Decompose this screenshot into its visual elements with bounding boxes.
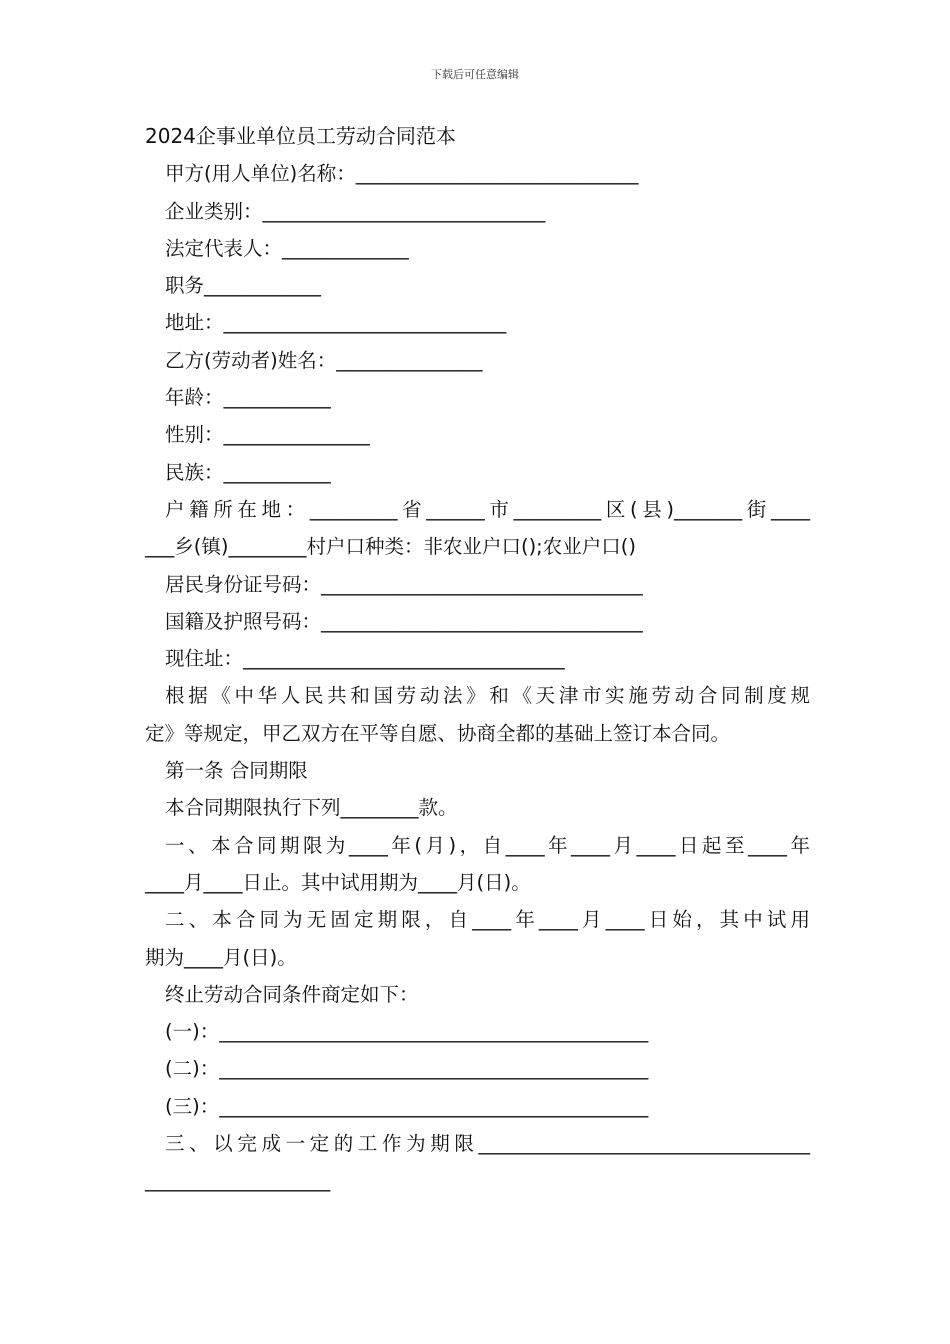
fixed-term-line-1: 一、本合同期限为____年(月)，自____年____月____日起至____年 <box>165 833 810 857</box>
open-term-line-2: 期为____月(日)。 <box>145 945 297 969</box>
ethnicity-line: 民族：___________ <box>165 460 331 484</box>
employee-name-line: 乙方(劳动者)姓名：_______________ <box>165 348 483 372</box>
termination-condition-3: (三)：____________________________________________ <box>165 1094 649 1118</box>
termination-condition-1: (一)：____________________________________________ <box>165 1020 649 1044</box>
page-header: 下载后可任意编辑 <box>431 68 519 81</box>
address-line: 地址：_____________________________ <box>165 311 507 335</box>
enterprise-type-line: 企业类别：_____________________________ <box>165 199 546 223</box>
document-title: 2024企事业单位员工劳动合同范本 <box>145 124 456 148</box>
document-body <box>145 118 810 1200</box>
position-line: 职务____________ <box>165 274 322 298</box>
legal-representative-line: 法定代表人：_____________ <box>165 236 409 260</box>
household-registration-line-cont: ___乡(镇)________村户口种类：非农业户口();农业户口() <box>145 535 636 559</box>
open-term-line-1: 二、本合同为无固定期限，自____年____月____日始，其中试用 <box>165 908 810 932</box>
nationality-passport-line: 国籍及护照号码：_________________________________ <box>165 609 643 633</box>
task-based-term-line-1: 三、以完成一定的工作为期限__________________________________ <box>165 1132 810 1156</box>
fixed-term-line-2: ____月____日止。其中试用期为____月(日)。 <box>145 870 531 894</box>
household-registration-line: 户籍所在地：_________省______市_________区(县)_______街____ <box>165 497 810 521</box>
id-number-line: 居民身份证号码：_________________________________ <box>165 572 643 596</box>
employer-name-line: 甲方(用人单位)名称：_____________________________ <box>165 162 639 186</box>
task-based-term-line-2: ___________________ <box>145 1169 331 1193</box>
age-line: 年龄：___________ <box>165 386 331 410</box>
article-1-heading: 第一条 合同期限 <box>165 759 308 783</box>
current-address-line: 现住址：_________________________________ <box>165 647 565 671</box>
preamble-paragraph-line-2: 定》等规定，甲乙双方在平等自愿、协商全都的基础上签订本合同。 <box>145 721 731 745</box>
term-clause-line: 本合同期限执行下列________款。 <box>165 796 458 820</box>
termination-condition-2: (二)：____________________________________________ <box>165 1057 649 1081</box>
preamble-paragraph-line-1: 根据《中华人民共和国劳动法》和《天津市实施劳动合同制度规 <box>165 684 810 708</box>
termination-conditions-heading: 终止劳动合同条件商定如下： <box>165 982 419 1006</box>
gender-line: 性别：_______________ <box>165 423 370 447</box>
